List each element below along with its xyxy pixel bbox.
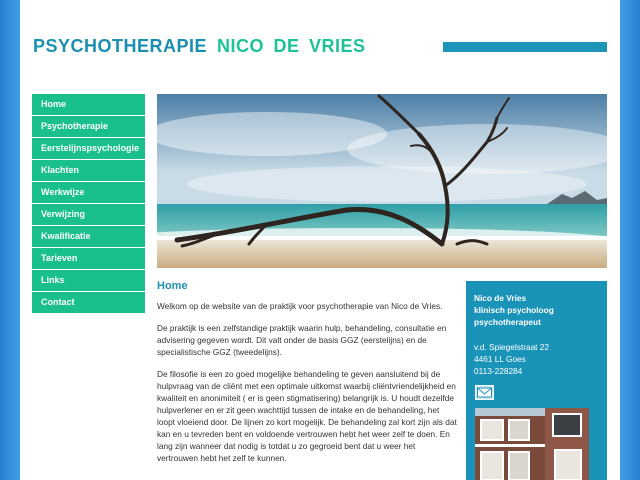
page-title: Home: [157, 280, 188, 292]
contact-address-block: [474, 341, 549, 377]
page: [20, 0, 620, 480]
nav-item-home[interactable]: Home: [32, 94, 145, 115]
main-content: [157, 280, 457, 474]
intro-paragraph: Welkom op de website van de praktijk voor psychotherapie van Nico de Vries.: [157, 301, 443, 311]
philosophy-paragraph: De filosofie is een zo goed mogelijke behandeling te geven aansluitend bij de hulpvraag van de cliënt met een optimale uitkomst waarbij cliëntvriendelijkheid en kwaliteit en anonimiteit ( er is geen stigmatisering) belangrijk is. U houdt dezelfde hulpverlener en er zit geen wachttijd tussen de intake en de behandeling, het loopt vloeiend door. De lijnen zo kort mogelijk. De behandeling zal kort zijn als dat kan en u tevreden bent en voldoende vertrouwen hebt het weer zelf te doen. En lang zijn wanneer dat nodig is totdat u zo gegroeid bent dat u weer het vertrouwen hebt het zelf te kunnen.: [157, 369, 457, 463]
contact-name-block: [474, 292, 554, 328]
contact-city: 4461 LL Goes: [474, 354, 526, 364]
hero-image: [157, 94, 607, 268]
contact-phone[interactable]: 0113-228284: [474, 366, 523, 376]
practice-paragraph: De praktijk is een zelfstandige praktijk waarin hulp, behandeling, consultatie en advisering gegeven wordt. Dit valt onder de basis GGZ (eerstelijns) en de specialistische GGZ (tweedelijns).: [157, 323, 447, 357]
nav-item-psychotherapie[interactable]: Psychotherapie: [32, 116, 145, 137]
office-building-photo: [475, 408, 589, 480]
nav-item-eerstelijnspsychologie[interactable]: Eerstelijnspsychologie: [32, 138, 145, 159]
header-accent-bar: [443, 42, 607, 52]
nav-item-links[interactable]: Links: [32, 270, 145, 291]
nav-item-tarieven[interactable]: Tarieven: [32, 248, 145, 269]
contact-street: v.d. Spiegelstraat 22: [474, 342, 550, 352]
contact-name: Nico de Vries: [474, 293, 527, 303]
contact-box: [466, 281, 607, 480]
contact-role-psycholoog: klinisch psycholoog: [474, 305, 554, 315]
nav-item-kwalificatie[interactable]: Kwalificatie: [32, 226, 145, 247]
mail-icon[interactable]: [475, 385, 494, 400]
nav-item-verwijzing[interactable]: Verwijzing: [32, 204, 145, 225]
nav-item-werkwijze[interactable]: Werkwijze: [32, 182, 145, 203]
nav-item-klachten[interactable]: Klachten: [32, 160, 145, 181]
site-title-part2: NICO DE VRIES: [217, 36, 366, 56]
site-title-part1: PSYCHOTHERAPIE: [33, 36, 208, 56]
contact-role-psychotherapeut: psychotherapeut: [474, 317, 541, 327]
site-title[interactable]: [33, 36, 366, 57]
nav-item-contact[interactable]: Contact: [32, 292, 145, 313]
main-nav: [32, 94, 145, 314]
